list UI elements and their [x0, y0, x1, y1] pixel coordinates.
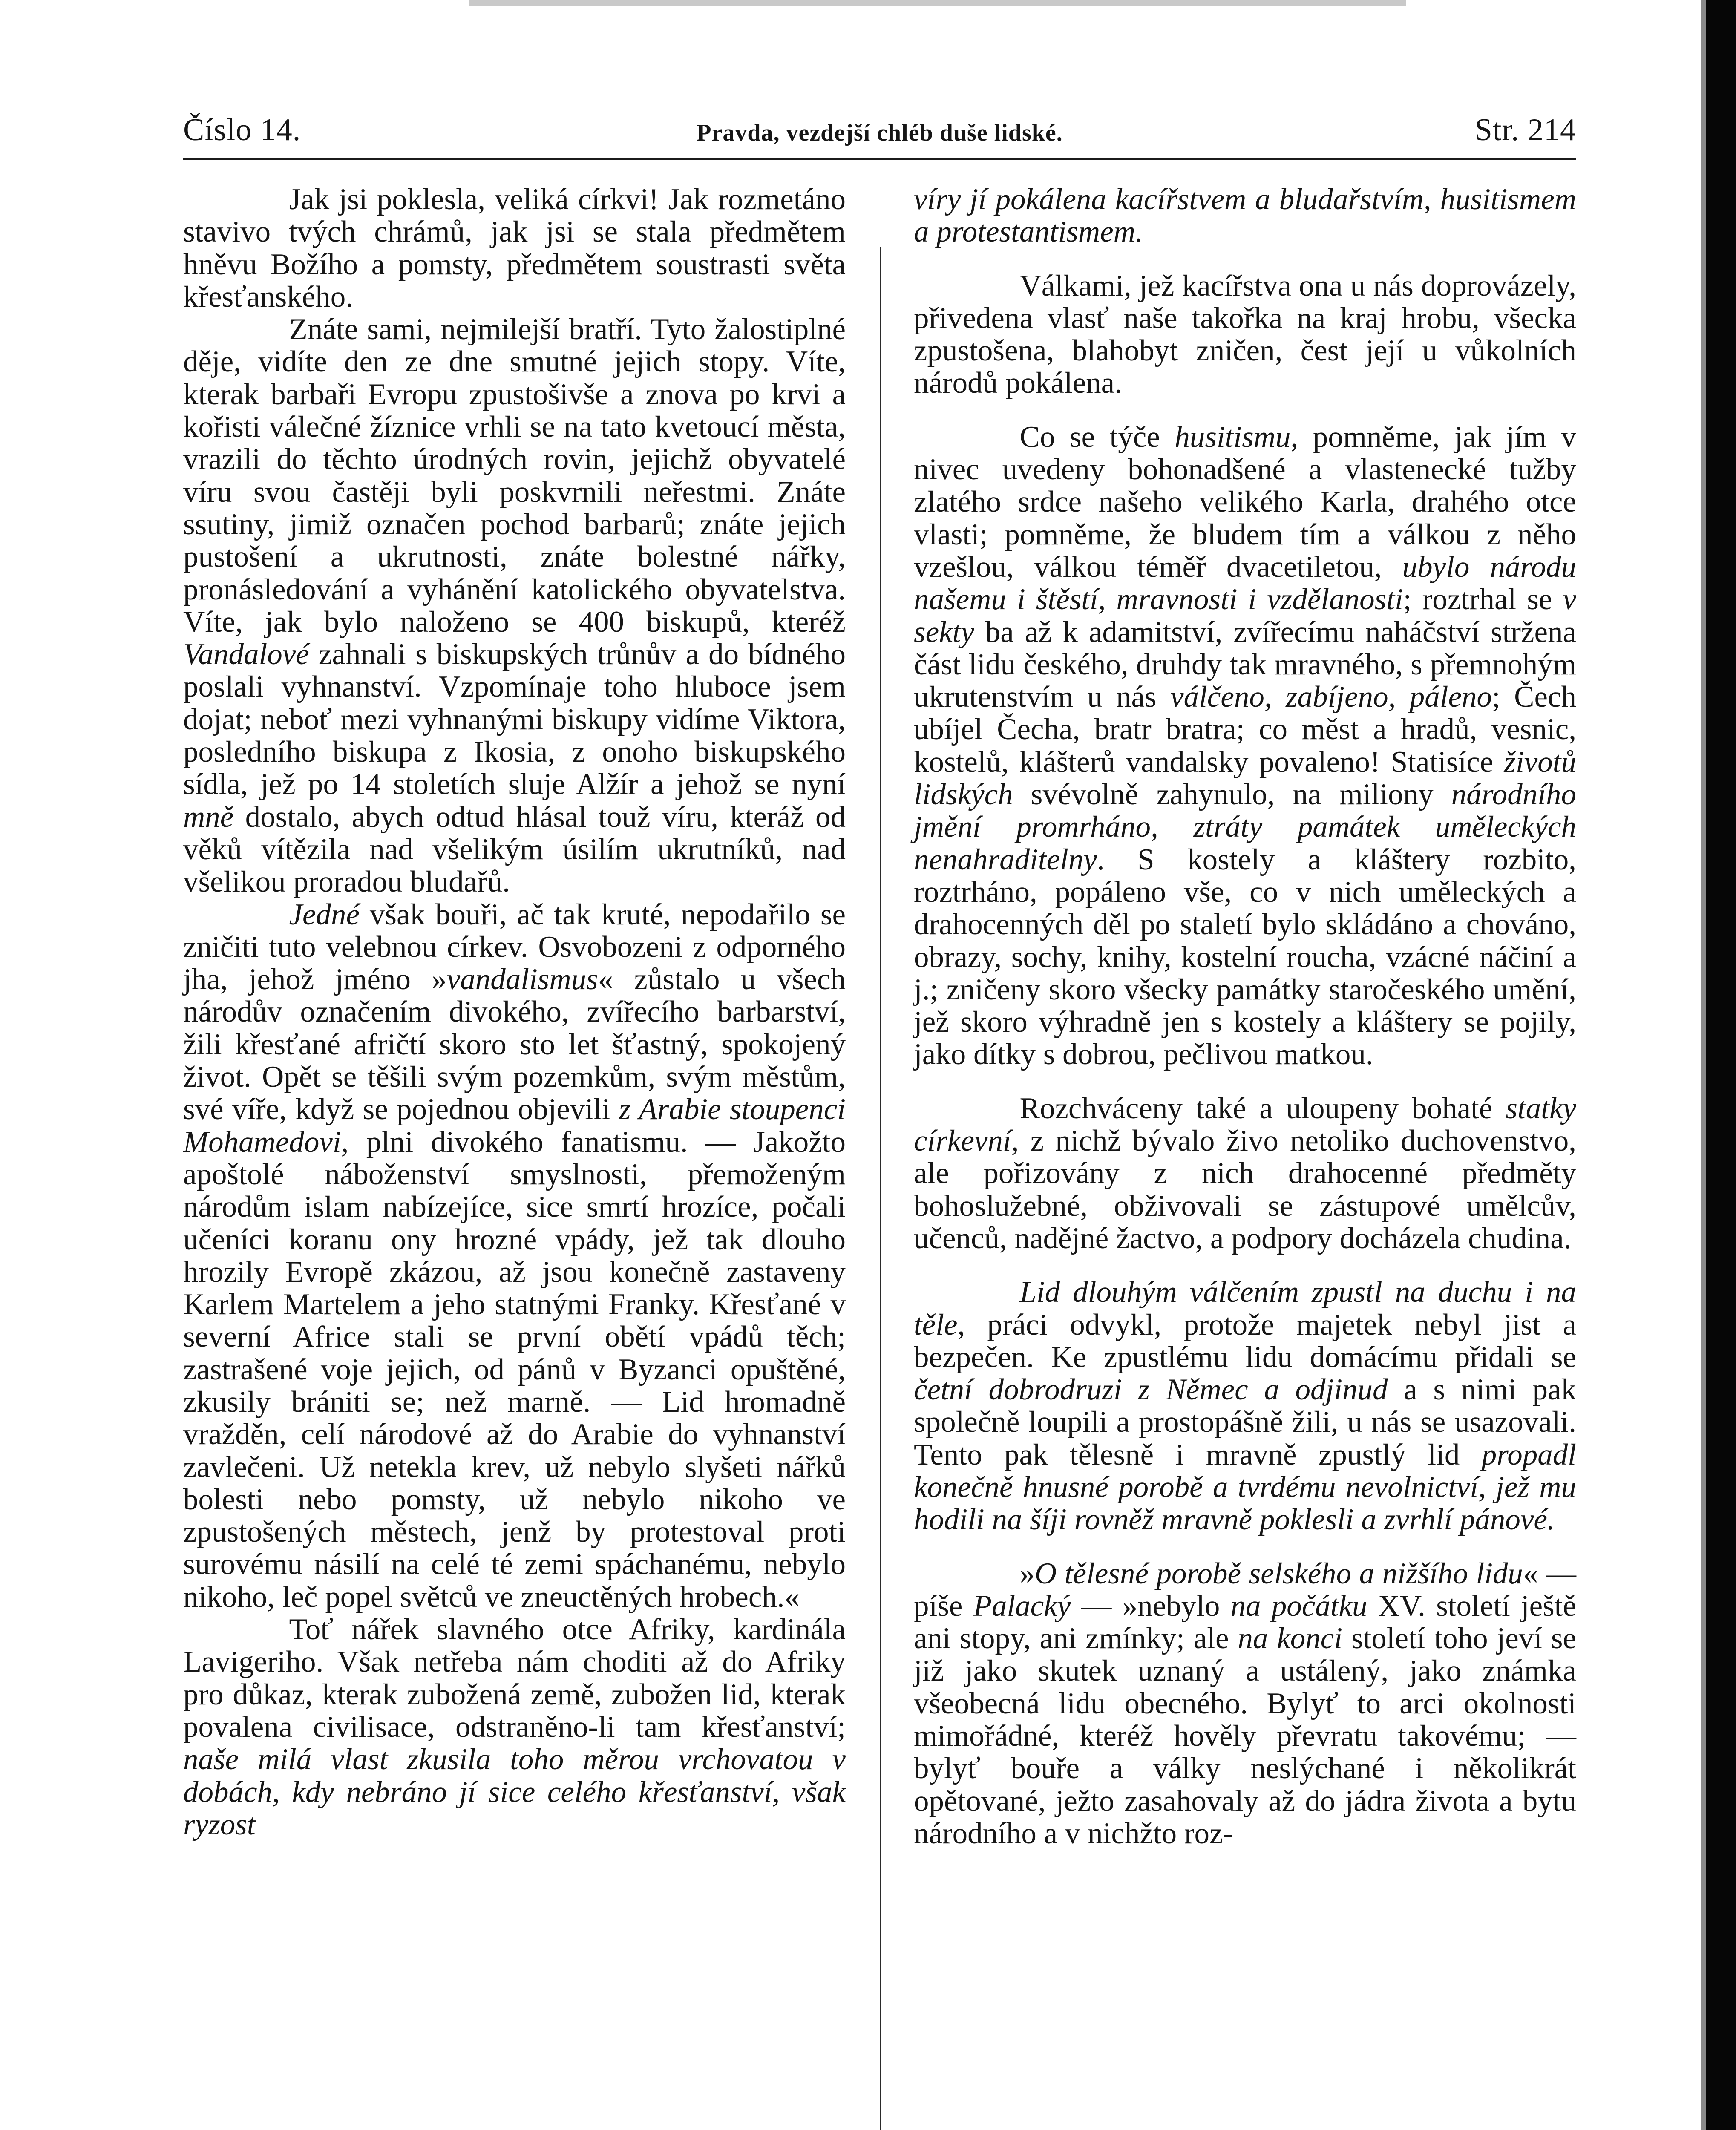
text-run: — »nebylo	[1071, 1589, 1231, 1623]
paragraph	[183, 898, 846, 1614]
text-run: , pomněme, jak jím v nivec uvedeny bohonadšené a vlastenecké tužby zlatého srdce našeho velikého Karla, drahého otce vlasti; pomněme, že bludem tím a válkou z něho vzešlou, válkou téměř dvacetiletou,	[914, 420, 1576, 584]
text-run: však bouři, ač tak kruté, nepodařilo se zničiti tuto velebnou církev. Osvobozeni z odporného jha, jehož jméno »	[183, 898, 846, 996]
column-rule	[880, 247, 881, 2130]
paragraph	[914, 1557, 1576, 1850]
paragraph	[914, 1092, 1576, 1255]
paragraph	[183, 313, 846, 898]
italic-text: statky církevní	[914, 1091, 1576, 1158]
text-run: Jak jsi poklesla, veliká církvi! Jak rozmetáno stavivo tvých chrámů, jak jsi se stala předmětem hněvu Božího a pomsty, předmětem soustrasti světa křesťanského.	[183, 183, 846, 314]
text-run: XV. století ještě ani stopy, ani zmínky; ale	[914, 1589, 1576, 1655]
italic-text: na konci	[1238, 1622, 1343, 1655]
text-run: Válkami, jež kacířstva ona u nás doprovázely, přivedena vlasť naše takořka na kraj hrobu, všecka zpustošena, blahobyt zničen, čest její u vůkolních národů pokálena.	[914, 269, 1576, 400]
italic-text: válčeno, zabíjeno, páleno	[1170, 680, 1492, 714]
text-run: Rozchváceny také a uloupeny bohaté	[1019, 1091, 1506, 1125]
italic-text: víry jí pokálena kacířstvem a bludařstvím, husitismem a protestantismem.	[914, 183, 1576, 249]
scan-artifact-edge	[1706, 0, 1736, 2130]
page	[183, 98, 1576, 2130]
right-column	[914, 183, 1576, 2130]
running-header	[183, 98, 1576, 160]
text-run: « zůstalo u všech národův označením divokého, zvířecího barbarství, žili křesťané afričtí skoro sto let šťastný, spokojený život. Opět se těšili svým pozemkům, svým městům, své víře, když se pojednou objevili	[183, 963, 846, 1126]
text-run: zahnali s biskupských trůnův a do bídného poslali vyhnanství. Vzpomínaje toho hluboce jsem dojat; neboť mezi vyhnanými biskupy vidíme Viktora, posledního biskupa z Ikosia, z onoho biskupského sídla, jež po 14 stoletích sluje Alžír a jehož se nyní	[183, 638, 846, 801]
text-run: ba až k adamitství, zvířecímu naháčství stržena část lidu českého, druhdy tak mravného, s přemnohým ukrutenstvím u nás	[914, 615, 1576, 714]
italic-text: propadl konečně hnusné porobě a tvrdému nevolnictví, jež mu hodili na šíji rovněž mravně poklesli a zvrhlí pánové.	[914, 1438, 1576, 1537]
italic-text: Lid dlouhým válčením zpustl na duchu i na těle	[914, 1275, 1576, 1341]
text-run: Znáte sami, nejmilejší bratří. Tyto žalostiplné děje, vidíte den ze dne smutné jejich stopy. Víte, kterak barbaři Evropu zpustošivše a znova po krvi a kořisti válečné žíznice vrhli se na tato kvetoucí města, vrazili do těchto úrodných rovin, jejichž obyvatelé víru svou častěji byli poskvrnili neřestmi. Znáte ssutiny, jimiž označen pochod barbarů; znáte jejich pustošení a ukrutnosti, znáte bolestné nářky, pronásledování a vyhánění katolického obyvatelstva. Víte, jak bylo naloženo se 400 biskupů, kteréž	[183, 313, 846, 639]
text-columns	[183, 183, 1576, 2130]
scan-artifact-edge-gray	[1701, 0, 1706, 2130]
italic-text: Jedné	[289, 898, 360, 931]
italic-text: vandalismus	[446, 963, 598, 996]
italic-text: mně	[183, 800, 234, 834]
italic-text: ubylo národu našemu i štěstí, mravnosti i vzdělanosti	[914, 550, 1576, 616]
periodical-title: Pravda, vezdejší chléb duše lidské.	[697, 120, 1063, 146]
text-run: ; Čech ubíjel Čecha, bratr bratra; co měst a hradů, vesnic, kostelů, klášterů vandalsky povaleno! Statisíce	[914, 680, 1576, 779]
paragraph	[914, 270, 1576, 400]
text-run: století toho jeví se již jako skutek uznaný a ustálený, jako známka všeobecná lidu obecného. Bylyť to arci okolnosti mimořádné, kteréž hověly převratu takovému; — bylyť bouře a války neslýchané i několikrát opětované, ježto zasahovaly až do jádra života a bytu národního a v nichžto roz-	[914, 1622, 1576, 1850]
italic-text: na počátku	[1230, 1589, 1367, 1623]
text-run: dostalo, abych odtud hlásal touž víru, kteráž od věků vítězila nad všelikým úsilím ukrutníků, nad všelikou proradou bludařů.	[183, 800, 846, 899]
italic-text: O tělesné porobě selského a nižšího lidu	[1035, 1557, 1523, 1590]
paragraph	[914, 1276, 1576, 1536]
paragraph	[914, 183, 1576, 248]
text-run: svévolně zahynulo, na miliony	[1013, 778, 1451, 812]
paragraph	[183, 1613, 846, 1841]
italic-text: národního jmění promrháno, ztráty památek uměleckých nenahraditelny	[914, 778, 1576, 876]
paragraph	[914, 421, 1576, 1071]
text-run: , práci odvykl, protože majetek nebyl jist a bezpečen. Ke zpustlému lidu domácímu přidali se	[914, 1308, 1576, 1374]
page-number: Str. 214	[1474, 112, 1576, 147]
italic-text: Palacký	[973, 1589, 1071, 1623]
italic-text: z Arabie stoupenci Mohamedovi	[183, 1093, 846, 1159]
left-column	[183, 183, 846, 2130]
italic-text: četní dobrodruzi z Němec a odjinud	[914, 1373, 1388, 1407]
italic-text: Vandalové	[183, 638, 309, 671]
text-run: a s nimi pak společně loupili a prostopášně žili, u nás se usazovali. Tento pak tělesně i mravně zpustlý lid	[914, 1373, 1576, 1471]
scan-artifact-top	[469, 0, 1406, 6]
text-run: . S kostely a kláštery rozbito, roztrháno, popáleno vše, co v nich uměleckých a drahocenných děl po staletí bylo skládáno a chováno, obrazy, sochy, knihy, kostelní roucha, vzácné náčiní a j.; zničeny skoro všecky památky staročeského umění, jež skoro výhradně jen s kostely a kláštery se pojily, jako dítky s dobrou, pečlivou matkou.	[914, 843, 1576, 1071]
text-run: »	[1019, 1557, 1035, 1590]
text-run: , z nichž bývalo živo netoliko duchovenstvo, ale pořizovány z nich drahocenné předměty bohoslužebné, obživovali se zástupové umělcův, učenců, nadějné žactvo, a podpory docházela chudina.	[914, 1124, 1576, 1255]
paragraph	[183, 183, 846, 313]
italic-text: životů lidských	[914, 745, 1576, 812]
text-run: Co se týče	[1019, 420, 1175, 454]
italic-text: v sekty	[914, 583, 1576, 649]
issue-number: Číslo 14.	[183, 112, 301, 147]
text-run: ; roztrhal se	[1403, 583, 1563, 616]
italic-text: naše milá vlast zkusila toho měrou vrchovatou v dobách, kdy nebráno jí sice celého křesťanství, však ryzost	[183, 1743, 846, 1841]
text-run: « — píše	[914, 1557, 1576, 1623]
italic-text: husitismu	[1175, 420, 1291, 454]
text-run: , plni divokého fanatismu. — Jakožto apoštolé náboženství smyslnosti, přemoženým národům islam nabízejíce, sice smrtí hrozíce, počali učeníci koranu ony hrozné vpády, jež tak dlouho hrozily Evropě zkázou, až jsou konečně zastaveny Karlem Martelem a jeho statnými Franky. Křesťané v severní Africe stali se první obětí vpádů těch; zastrašené voje jejich, od pánů v Byzanci opuštěné, zkusily brániti se; než marně. — Lid hromadně vražděn, celí národové až do Arabie do vyhnanství zavlečeni. Už netekla krev, už nebylo slyšeti nářků bolesti nebo pomsty, už nebylo nikoho ve zpustošených městech, jenž by protestoval proti surovému násilí na celé té zemi spáchanému, nebylo nikoho, leč popel světců ve zneuctěných hrobech.«	[183, 1125, 846, 1614]
text-run: Toť nářek slavného otce Afriky, kardinála Lavigeriho. Však netřeba nám choditi až do Afriky pro důkaz, kterak zubožená země, zubožen lid, kterak povalena civilisace, odstraněno-li tam křesťanství;	[183, 1613, 846, 1744]
